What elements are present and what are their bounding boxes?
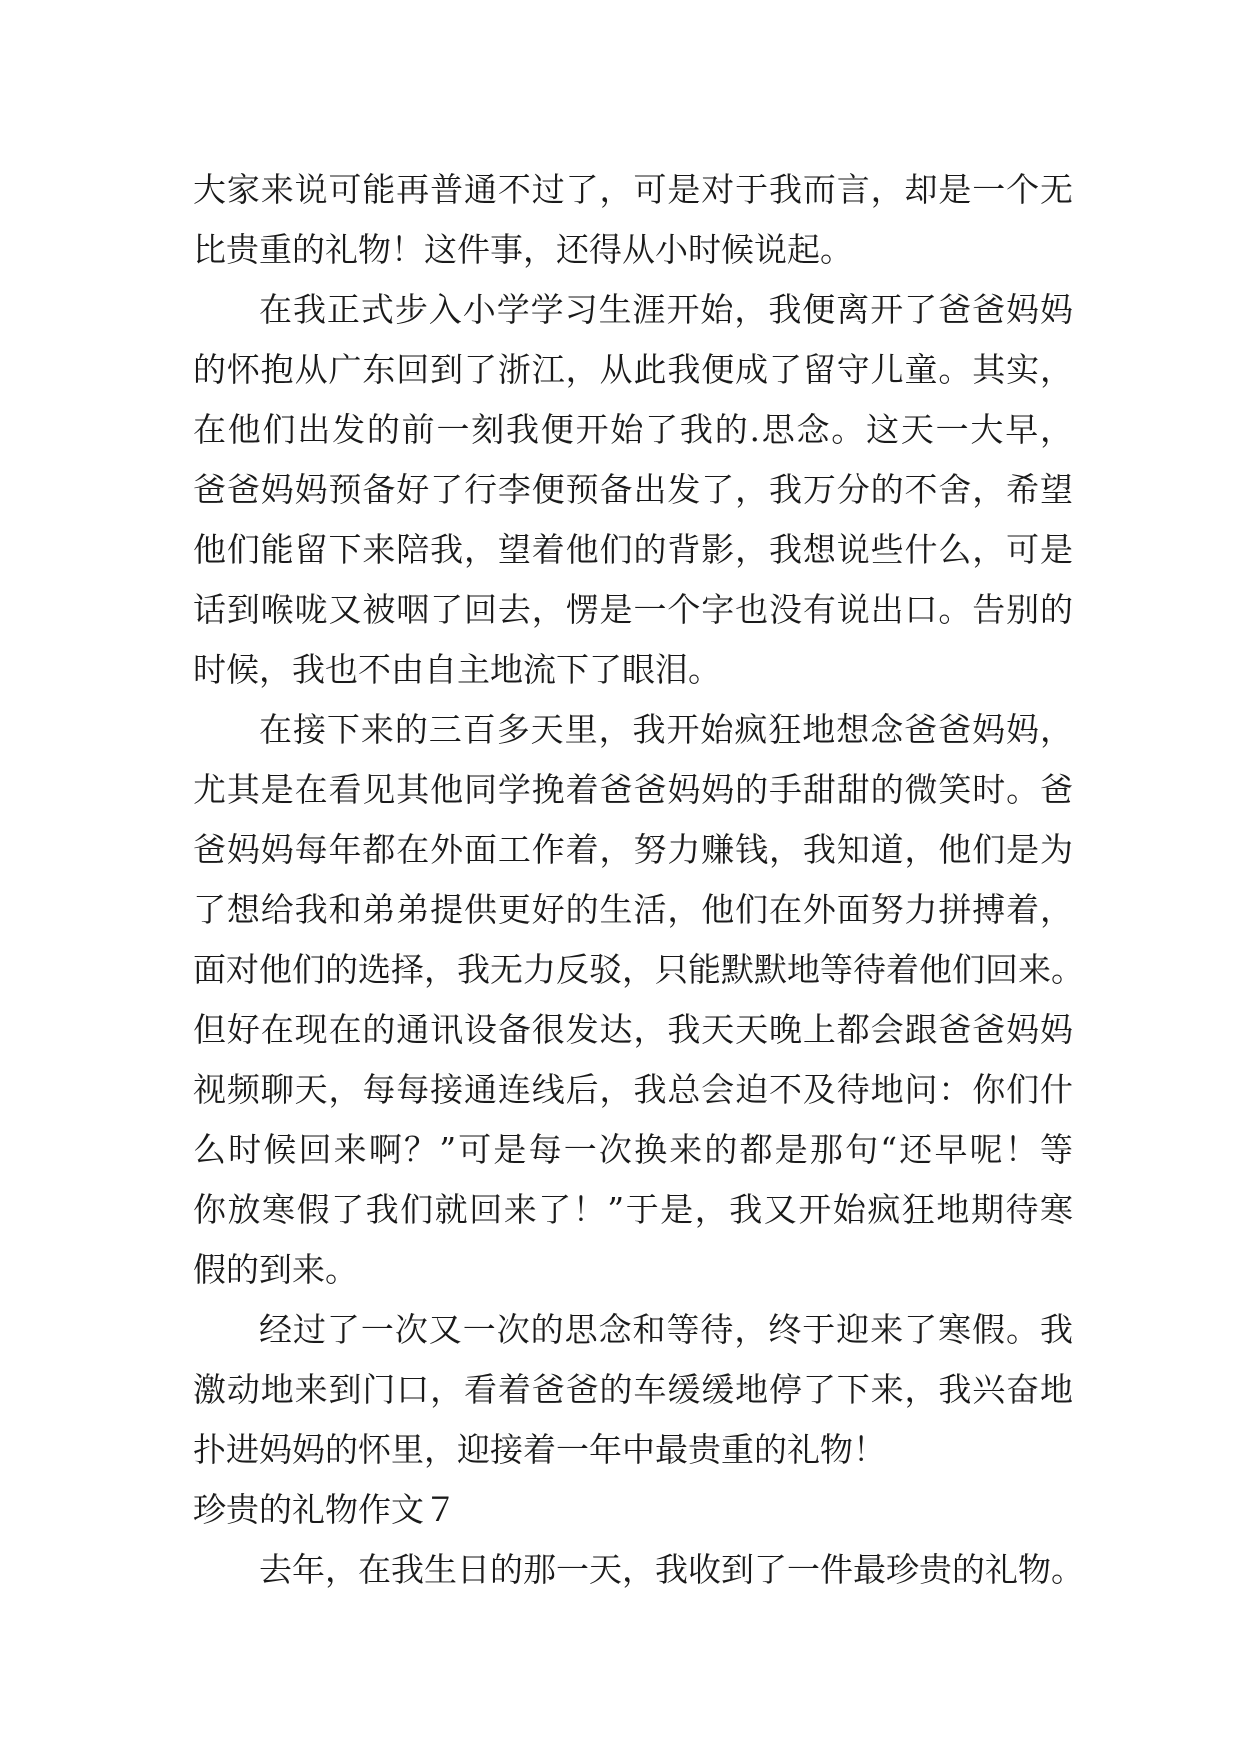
- text-line: 但好在现在的通讯设备很发达，我天天晚上都会跟爸爸妈妈: [193, 1010, 1073, 1049]
- text-line: 激动地来到门口，看着爸爸的车缓缓地停了下来，我兴奋地: [193, 1370, 1073, 1409]
- essay-title: 珍贵的礼物作文７: [193, 1490, 457, 1529]
- text-line: 大家来说可能再普通不过了，可是对于我而言，却是一个无: [193, 170, 1073, 209]
- text-line: 比贵重的礼物！这件事，还得从小时候说起。: [193, 230, 853, 269]
- text-line: 了想给我和弟弟提供更好的生活，他们在外面努力拼搏着，: [193, 890, 1073, 929]
- text-line: 时候，我也不由自主地流下了眼泪。: [193, 650, 721, 689]
- text-line: 他们能留下来陪我，望着他们的背影，我想说些什么，可是: [193, 530, 1073, 569]
- text-line: 面对他们的选择，我无力反驳，只能默默地等待着他们回来。: [193, 950, 1084, 989]
- text-line: 尤其是在看见其他同学挽着爸爸妈妈的手甜甜的微笑时。爸: [193, 770, 1073, 809]
- text-line: 视频聊天，每每接通连线后，我总会迫不及待地问：你们什: [193, 1070, 1073, 1109]
- text-line: 爸妈妈每年都在外面工作着，努力赚钱，我知道，他们是为: [193, 830, 1073, 869]
- text-line: 的怀抱从广东回到了浙江，从此我便成了留守儿童。其实，: [193, 350, 1073, 389]
- text-line: 么时候回来啊？”可是每一次换来的都是那句“还早呢！等: [193, 1130, 1073, 1169]
- text-line: 扑进妈妈的怀里，迎接着一年中最贵重的礼物！: [193, 1430, 886, 1469]
- text-line: 假的到来。: [193, 1250, 358, 1289]
- essay-body: [193, 160, 1084, 1600]
- paragraph-start-line: 经过了一次又一次的思念和等待，终于迎来了寒假。我: [259, 1310, 1073, 1349]
- paragraph-start-line: 在我正式步入小学学习生涯开始，我便离开了爸爸妈妈: [259, 290, 1073, 329]
- paragraph-start-line: 在接下来的三百多天里，我开始疯狂地想念爸爸妈妈，: [259, 710, 1073, 749]
- text-line: 你放寒假了我们就回来了！”于是，我又开始疯狂地期待寒: [193, 1190, 1073, 1229]
- text-line: 话到喉咙又被咽了回去，愣是一个字也没有说出口。告别的: [193, 590, 1073, 629]
- paragraph-start-line: 去年，在我生日的那一天，我收到了一件最珍贵的礼物。: [259, 1550, 1084, 1589]
- text-line: 爸爸妈妈预备好了行李便预备出发了，我万分的不舍，希望: [193, 470, 1073, 509]
- text-line: 在他们出发的前一刻我便开始了我的.思念。这天一大早，: [193, 410, 1073, 449]
